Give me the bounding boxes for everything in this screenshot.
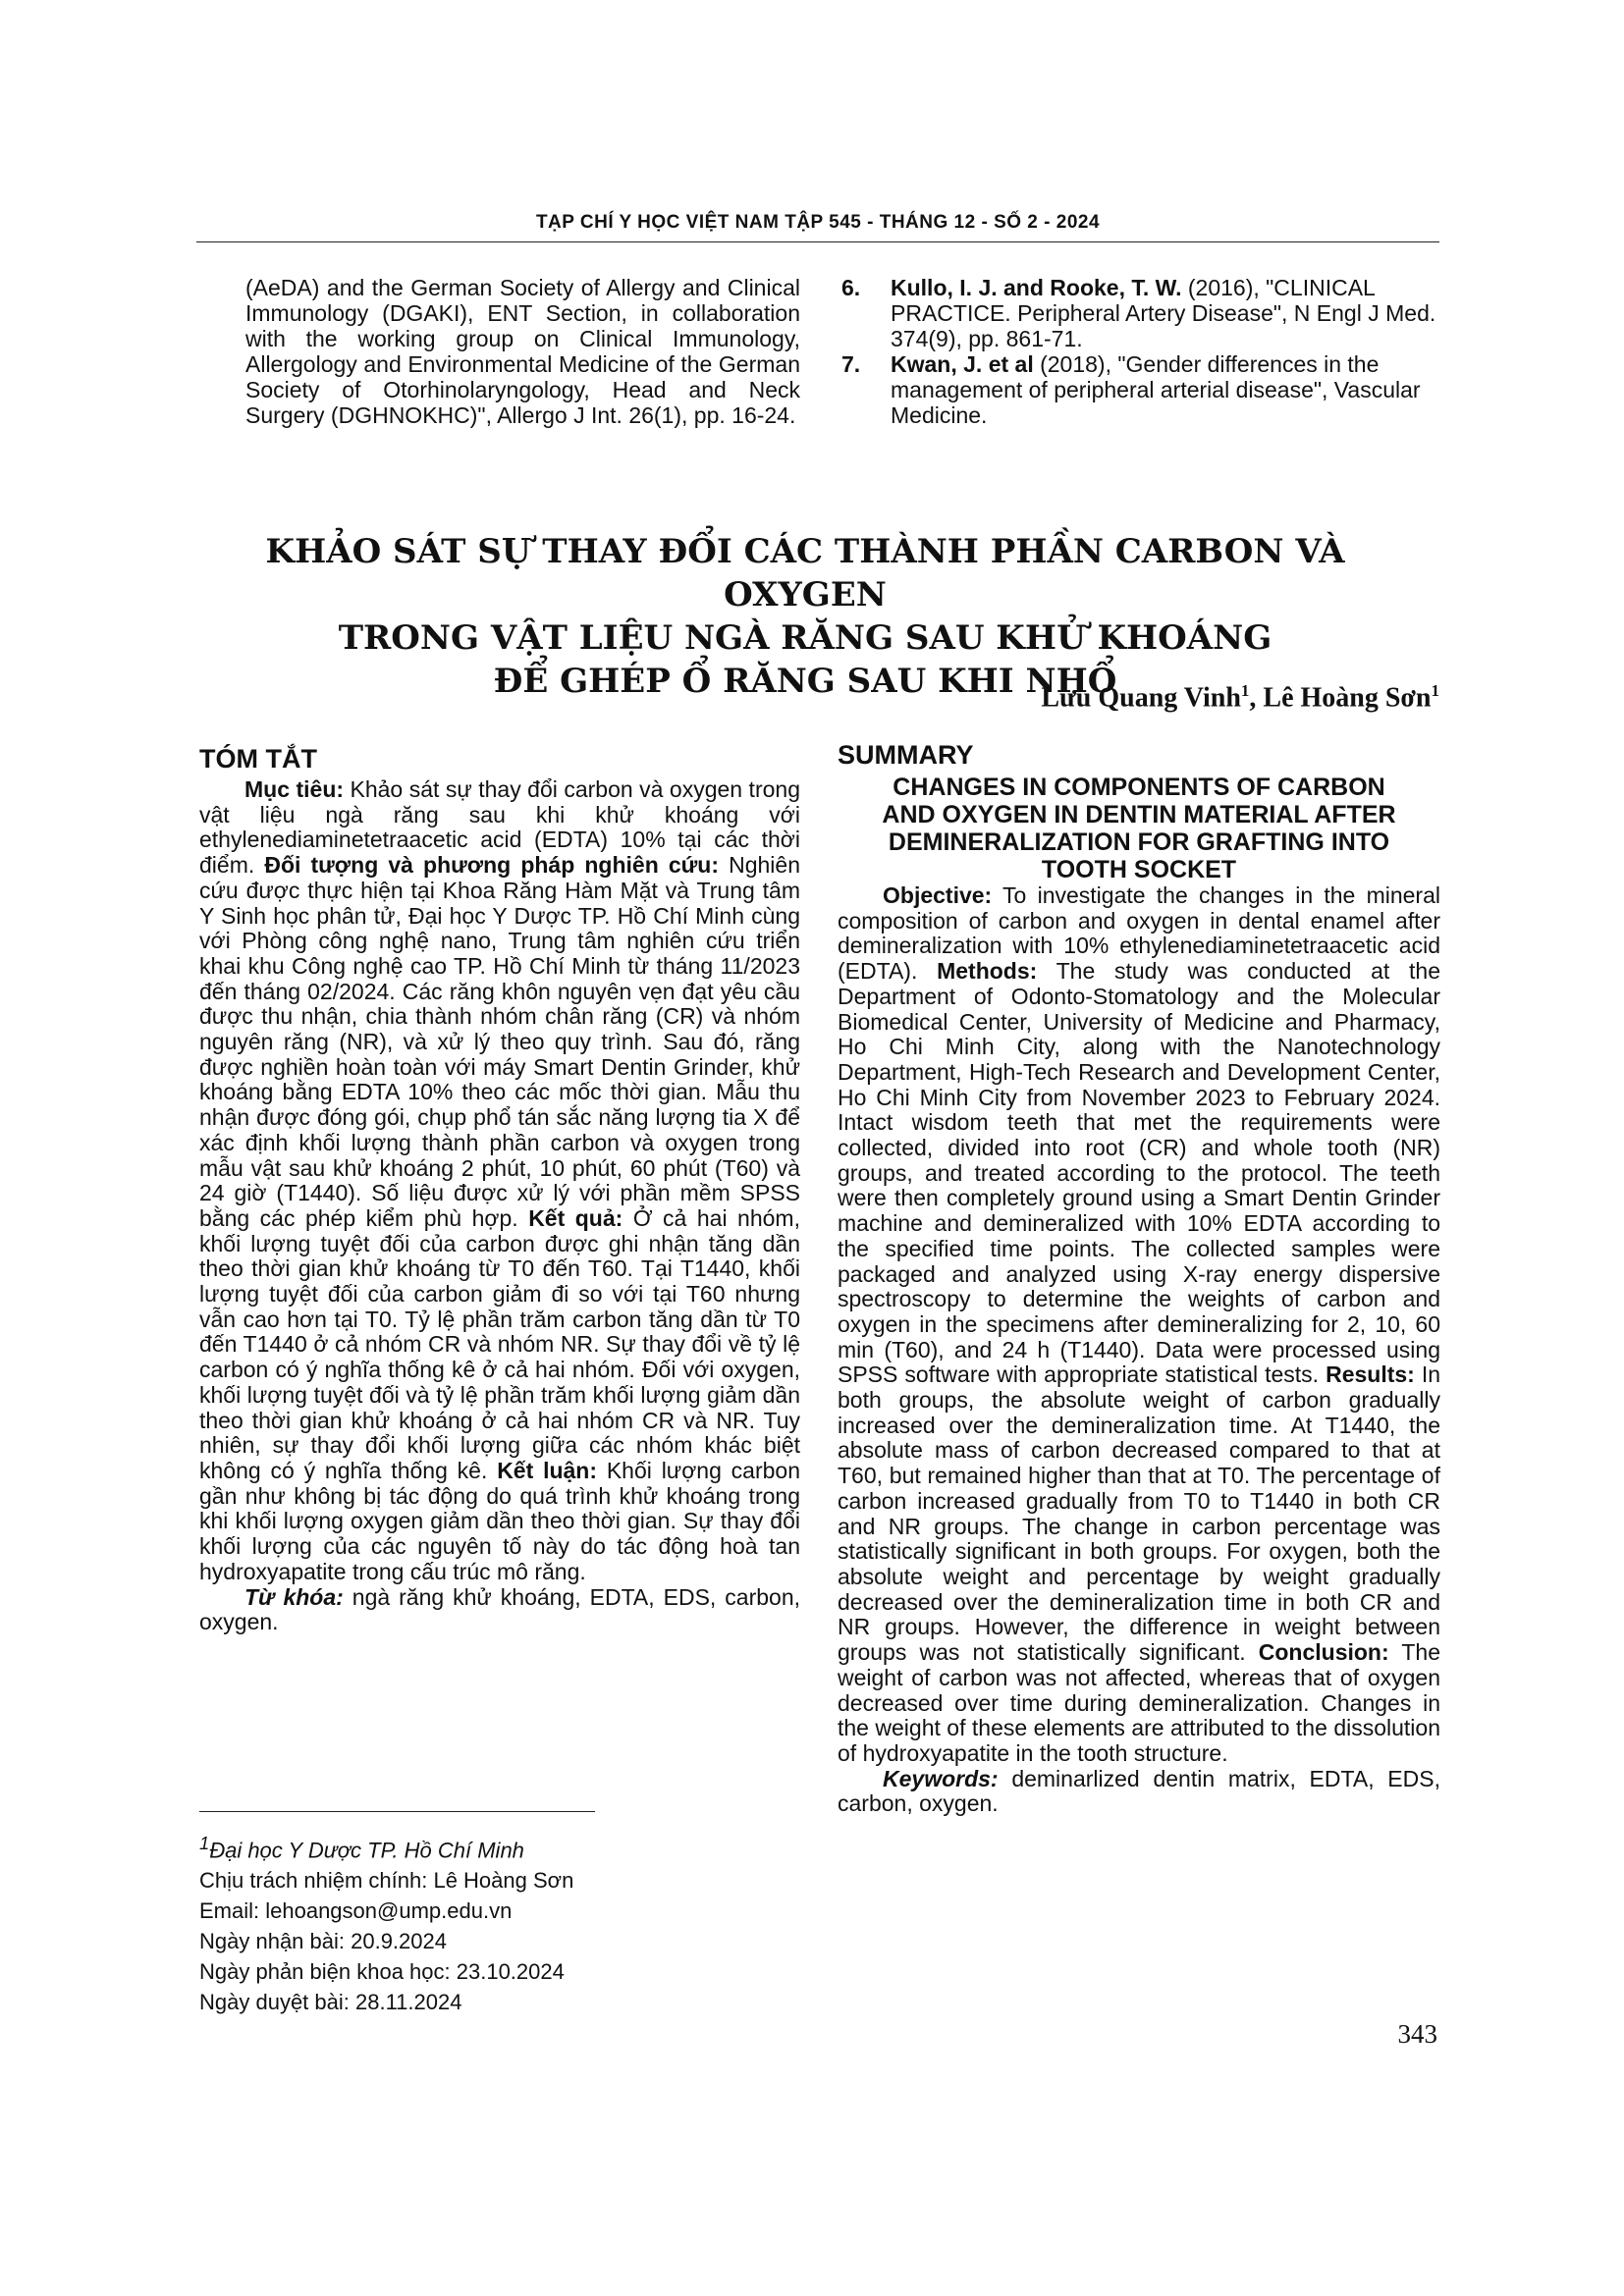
keywords-label: Keywords:	[883, 1765, 999, 1791]
journal-header: TẠP CHÍ Y HỌC VIỆT NAM TẬP 545 - THÁNG 12 - SỐ 2 - 2024	[535, 212, 1101, 233]
author-name: Lưu Quang Vinh	[1041, 682, 1241, 714]
keywords-text: ngà răng khử khoáng, EDTA, EDS, carbon, oxygen.	[199, 1583, 800, 1635]
summary-title	[838, 774, 1440, 883]
reference-text: (2018), "Gender differences in the management of peripheral arterial disease", Vascular Medicine.	[891, 351, 1421, 428]
text-conclusion: Khối lượng carbon gần như không bị tác động do quá trình khử khoáng trong khi khối lượng oxygen giảm dần theo thời gian. Sự thay đổi khối lượng của các nguyên tố này do tác động hoà tan hydroxyapatite trong cấu trúc mô răng.	[199, 1457, 801, 1584]
label-results: Kết quả:	[528, 1204, 623, 1231]
label-objective: Objective:	[883, 882, 993, 908]
reference-number: 7.	[841, 351, 861, 377]
section-heading-tom-tat: TÓM TẮT	[199, 744, 317, 774]
label-objective: Mục tiêu:	[244, 776, 345, 802]
text-objective: To investigate the changes in the mineral composition of carbon and oxygen in dental enamel after demineralization with 10% ethylenediaminetetraacetic acid (EDTA).	[838, 882, 1440, 985]
summary-paragraph	[838, 883, 1440, 1767]
author-list	[1041, 681, 1439, 714]
author-affiliation-mark: 1	[1240, 681, 1250, 700]
contact-email: Email: lehoangson@ump.edu.vn	[199, 1898, 513, 1924]
footnotes	[199, 1828, 808, 2017]
date-approved: Ngày duyệt bài: 28.11.2024	[199, 1990, 462, 2015]
title-line: ĐỂ GHÉP Ổ RĂNG SAU KHI NHỔ	[493, 662, 1117, 701]
reference-author: Kwan, J. et al	[891, 351, 1034, 377]
summary-title-line: AND OXYGEN IN DENTIN MATERIAL AFTER	[882, 801, 1396, 828]
text-objective: Khảo sát sự thay đổi carbon và oxygen trong vật liệu ngà răng sau khi khử khoáng với ethylenediaminetetraacetic acid (EDTA) 10% tại các thời điểm.	[199, 776, 800, 879]
abstract-paragraph	[199, 777, 800, 1585]
text-methods: Nghiên cứu được thực hiện tại Khoa Răng Hàm Mặt và Trung tâm Y Sinh học phân tử, Đại học Y Dược TP. Hồ Chí Minh cùng với Phòng công nghệ nano, Trung tâm nghiên cứu triển khai khu Công nghệ cao TP. Hồ Chí Minh từ tháng 11/2023 đến tháng 02/2024. Các răng khôn nguyên vẹn đạt yêu cầu được thu nhận, chia thành nhóm chân răng (CR) và nhóm nguyên răng (NR), và xử lý theo quy trình. Sau đó, răng được nghiền hoàn toàn với máy Smart Dentin Grinder, khử khoáng bằng EDTA 10% theo các mốc thời gian. Mẫu thu nhận được đóng gói, chụp phổ tán sắc năng lượng tia X để xác định khối lượng thành phần carbon và oxygen trong mẫu vật sau khử khoáng 2 phút, 10 phút, 60 phút (T60) và 24 giờ (T1440). Số liệu được xử lý với phần mềm SPSS bằng các phép kiểm phù hợp.	[199, 852, 800, 1231]
author-separator: ,	[1249, 682, 1264, 714]
label-methods: Methods:	[937, 958, 1038, 985]
text-conclusion: The weight of carbon was not affected, whereas that of oxygen decreased over time during demineralization. Changes in the weight of these elements are attributed to the dissolution of hydroxyapatite in the tooth structure.	[838, 1639, 1440, 1766]
title-line: KHẢO SÁT SỰ THAY ĐỔI CÁC THÀNH PHẦN CARBON VÀ OXYGEN	[265, 532, 1345, 614]
summary-title-line: CHANGES IN COMPONENTS OF CARBON	[893, 774, 1385, 801]
summary-title-line: TOOTH SOCKET	[1041, 856, 1237, 883]
date-reviewed: Ngày phản biện khoa học: 23.10.2024	[199, 1959, 565, 1985]
affiliation-mark: 1	[199, 1833, 210, 1853]
summary-title-line: DEMINERALIZATION FOR GRAFTING INTO	[888, 828, 1390, 856]
author-affiliation-mark: 1	[1431, 681, 1439, 700]
label-results: Results:	[1326, 1362, 1415, 1388]
abstract-vietnamese	[199, 742, 800, 1635]
title-line: TRONG VẬT LIỆU NGÀ RĂNG SAU KHỬ KHOÁNG	[338, 618, 1272, 658]
label-conclusion: Conclusion:	[1258, 1639, 1389, 1666]
responsible-author: Chịu trách nhiệm chính: Lê Hoàng Sơn	[199, 1868, 574, 1894]
reference-number: 6.	[841, 275, 861, 300]
affiliation	[199, 1828, 808, 1865]
keywords-label: Từ khóa:	[244, 1583, 344, 1610]
article-title	[226, 530, 1384, 703]
reference-text: (2016), "CLINICAL PRACTICE. Peripheral Artery Disease", N Engl J Med. 374(9), pp. 861-71.	[891, 275, 1436, 351]
keywords-text: deminarlized dentin matrix, EDTA, EDS, carbon, oxygen.	[838, 1765, 1440, 1817]
author-name: Lê Hoàng Sơn	[1263, 682, 1432, 714]
date-received: Ngày nhận bài: 20.9.2024	[199, 1929, 447, 1954]
reference-item-7	[841, 351, 1440, 428]
header-rule	[196, 241, 1439, 242]
affiliation-text: Đại học Y Dược TP. Hồ Chí Minh	[209, 1838, 524, 1863]
section-heading-summary: SUMMARY	[838, 740, 974, 770]
reference-body	[891, 351, 1440, 428]
page-number: 343	[1397, 2019, 1437, 2049]
text-methods: The study was conducted at the Department of Odonto-Stomatology and the Molecular Biomedical Center, University of Medicine and Pharmacy, Ho Chi Minh City, along with the Nanotechnology Department, High-Tech Research and Development Center, Ho Chi Minh City from November 2023 to February 2024. Intact wisdom teeth that met the requirements were collected, divided into root (CR) and whole tooth (NR) groups, and treated according to the protocol. The teeth were then completely ground using a Smart Dentin Grinder machine and demineralized with 10% EDTA according to the specified time points. The collected samples were packaged and analyzed using X-ray energy dispersive spectroscopy to determine the weights of carbon and oxygen in the specimens after demineralizing for 2, 10, 60 min (T60), and 24 h (T1440). Data were processed using SPSS software with appropriate statistical tests.	[838, 958, 1441, 1388]
footnote-rule	[199, 1811, 595, 1812]
keywords-paragraph	[199, 1585, 800, 1635]
reference-author: Kullo, I. J. and Rooke, T. W.	[891, 275, 1182, 300]
keywords-paragraph	[838, 1767, 1440, 1817]
label-methods: Đối tượng và phương pháp nghiên cứu:	[264, 852, 719, 879]
reference-item-6	[841, 275, 1440, 351]
text-results: In both groups, the absolute weight of carbon gradually increased over the demineralization time. At T1440, the absolute mass of carbon decreased compared to that at T60, but remained higher than that at T0. The percentage of carbon increased gradually from T0 to T1440 in both CR and NR groups. The change in carbon percentage was statistically significant in both groups. For oxygen, both the absolute weight and percentage by weight gradually decreased over the demineralization time in both CR and NR groups. However, the difference in weight between groups was not statistically significant.	[838, 1362, 1441, 1666]
label-conclusion: Kết luận:	[497, 1457, 598, 1483]
reference-continued-text: (AeDA) and the German Society of Allergy and Clinical Immunology (DGAKI), ENT Section, in collaboration with the working group on Clinical Immunology, Allergology and Environmental Medicine of the German Society of Otorhinolaryngology, Head and Neck Surgery (DGHNOKHC)", Allergo J Int. 26(1), pp. 16-24.	[245, 275, 800, 428]
reference-body	[891, 275, 1440, 351]
reference-list	[841, 275, 1440, 428]
summary-english	[838, 738, 1440, 1817]
text-results: Ở cả hai nhóm, khối lượng tuyệt đối của carbon được ghi nhận tăng dần theo thời gian khử khoáng từ T0 đến T60. Tại T1440, khối lượng tuyệt đối của carbon giảm đi so với tại T60 nhưng vẫn cao hơn tại T0. Tỷ lệ phần trăm carbon tăng dần từ T0 đến T1440 ở cả nhóm CR và nhóm NR. Sự thay đổi về tỷ lệ carbon có ý nghĩa thống kê ở cả hai nhóm. Đối với oxygen, khối lượng tuyệt đối và tỷ lệ phần trăm khối lượng giảm dần theo thời gian khử khoáng ở cả hai nhóm CR và NR. Tuy nhiên, sự thay đổi khối lượng giữa các nhóm khác biệt không có ý nghĩa thống kê.	[199, 1204, 800, 1483]
